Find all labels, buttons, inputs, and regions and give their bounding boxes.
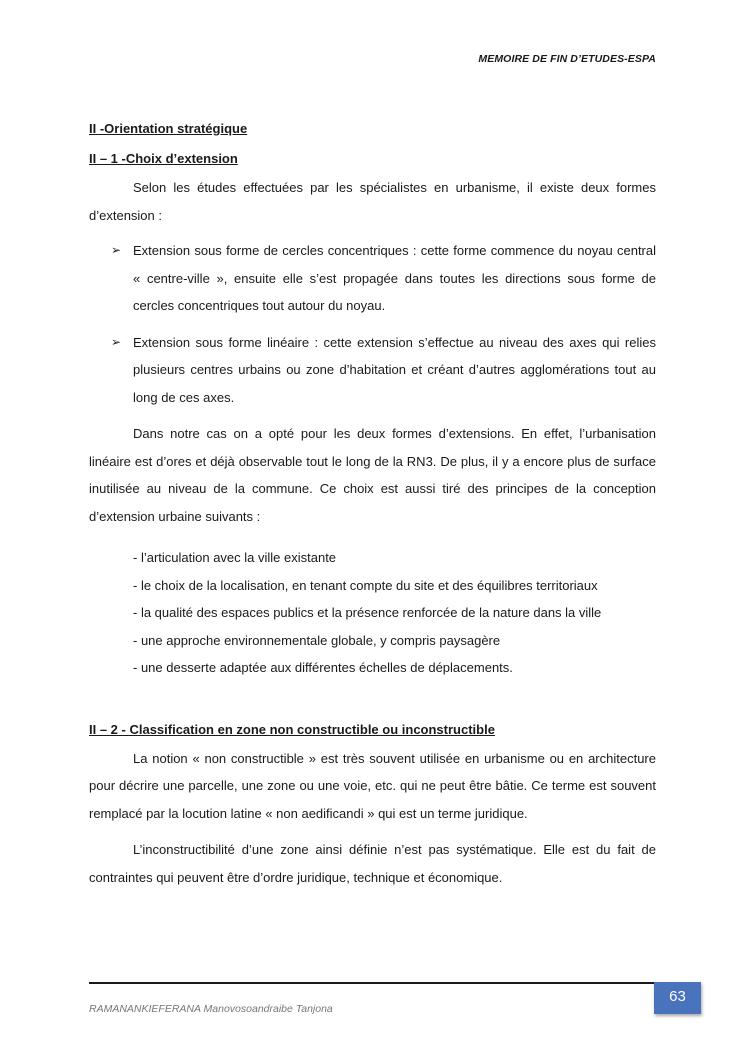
section-title: II -Orientation stratégique bbox=[89, 121, 248, 136]
subsection-title-2: II – 2 - Classification en zone non constructible ou inconstructible bbox=[89, 721, 495, 737]
footer-author: RAMANANKIEFERANA Manovosoandraibe Tanjona bbox=[89, 1003, 333, 1015]
bullet-text: Extension sous forme linéaire : cette extension s’effectue au niveau des axes qui relies plusieurs centres urbains ou zone d’habitation et créant d’autres agglomérations tout au long de ces axes. bbox=[133, 334, 656, 405]
list-item: - une desserte adaptée aux différentes échelles de déplacements. bbox=[133, 660, 513, 675]
notion-paragraph: La notion « non constructible » est très souvent utilisée en urbanisme ou en architecture pour décrire une parcelle, une zone ou une voie, etc. qui ne peut être bâtie. Ce terme est souvent remplacé par la locution latine « non aedificandi » qui est un terme juridique. bbox=[89, 750, 656, 821]
intro-paragraph: Selon les études effectuées par les spécialistes en urbanisme, il existe deux formes d’extension : bbox=[89, 180, 656, 223]
list-item: - la qualité des espaces publics et la présence renforcée de la nature dans la ville bbox=[133, 605, 602, 620]
bullet-text: Extension sous forme de cercles concentriques : cette forme commence du noyau central « centre-ville », ensuite elle s’est propagée dans toutes les directions sous forme de cercles concentriques tout autour du noyau. bbox=[133, 243, 656, 313]
principles-list bbox=[89, 544, 656, 682]
extension-forms-list bbox=[89, 237, 656, 411]
inconstructibility-paragraph: L’inconstructibilité d’une zone ainsi définie n’est pas systématique. Elle est du fait de contraintes qui peuvent être d’ordre juridique, technique et économique. bbox=[89, 842, 656, 885]
subsection-title-1: II – 1 -Choix d’extension bbox=[89, 151, 238, 166]
footer-divider bbox=[89, 982, 674, 984]
arrow-bullet-icon: ➢ bbox=[111, 334, 122, 349]
page-number-badge: 63 bbox=[654, 982, 701, 1014]
running-header: MEMOIRE DE FIN D’ETUDES-ESPA bbox=[478, 53, 656, 65]
page-content bbox=[89, 114, 656, 891]
list-item bbox=[89, 237, 656, 320]
arrow-bullet-icon: ➢ bbox=[111, 243, 122, 257]
list-item: - une approche environnementale globale, y compris paysagère bbox=[133, 632, 501, 648]
list-item: - le choix de la localisation, en tenant compte du site et des équilibres territoriaux bbox=[133, 577, 598, 593]
list-item: - l’articulation avec la ville existante bbox=[133, 550, 337, 565]
choice-paragraph: Dans notre cas on a opté pour les deux formes d’extensions. En effet, l’urbanisation linéaire est d’ores et déjà observable tout le long de la RN3. De plus, il y a encore plus de surface inutilisée au niveau de la commune. Ce choix est aussi tiré des principes de la conception d’extension urbaine suivants : bbox=[89, 426, 656, 524]
list-item bbox=[89, 329, 656, 412]
